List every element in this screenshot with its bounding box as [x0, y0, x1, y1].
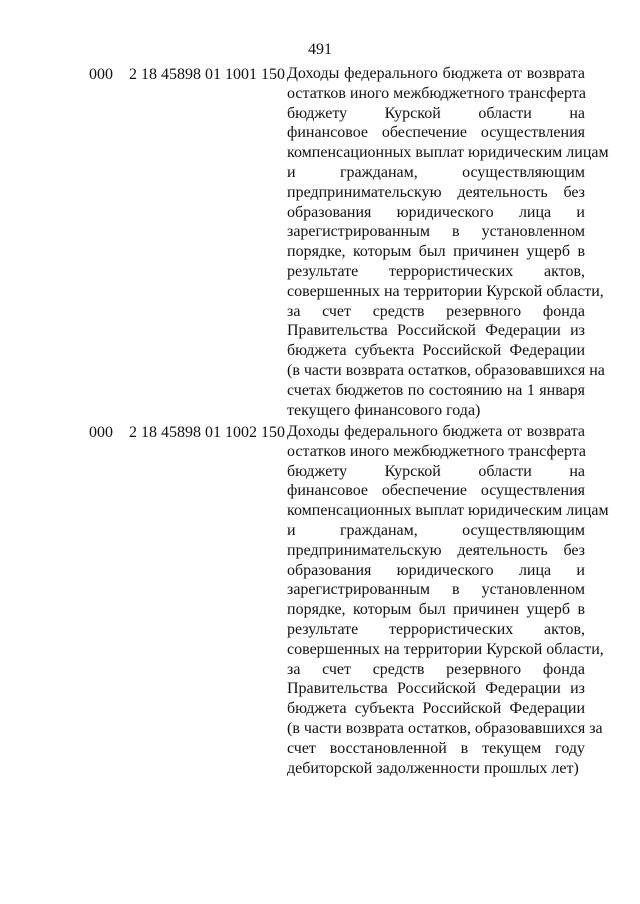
description-line: финансовое обеспечение осуществления: [287, 124, 585, 142]
description-line: за счет средств резервного фонда: [287, 660, 585, 678]
description-line: текущего финансового года): [287, 401, 481, 419]
description-line: дебиторской задолженности прошлых лет): [287, 759, 579, 777]
admin-code: 000: [89, 66, 113, 83]
description-line: результате террористических актов,: [287, 620, 585, 638]
description-line: финансовое обеспечение осуществления: [287, 482, 585, 500]
description-line: за счет средств резервного фонда: [287, 302, 585, 320]
description-line: Доходы федерального бюджета от возврата: [287, 423, 585, 440]
description-line: предпринимательскую деятельность без: [287, 541, 585, 559]
description-line: Доходы федерального бюджета от возврата: [287, 65, 585, 82]
description-line: порядке, которым был причинен ущерб в: [287, 601, 585, 619]
description-line: совершенных на территории Курской области,: [287, 640, 604, 658]
description-line: и гражданам, осуществляющим: [287, 163, 585, 181]
kbk-code: 2 18 45898 01 1001 150: [129, 66, 285, 83]
description-line: совершенных на территории Курской области,: [287, 282, 604, 300]
description-line: зарегистрированным в установленном: [287, 581, 585, 599]
kbk-code: 2 18 45898 01 1002 150: [129, 424, 285, 441]
entry-description: [287, 422, 609, 778]
description-line: зарегистрированным в установленном: [287, 223, 585, 241]
description-line: компенсационных выплат юридическим лицам: [287, 144, 609, 162]
description-line: порядке, которым был причинен ущерб в: [287, 243, 585, 261]
description-line: предпринимательскую деятельность без: [287, 183, 585, 201]
description-line: бюджета субъекта Российской Федерации: [287, 342, 585, 360]
admin-code: 000: [89, 424, 113, 441]
description-line: бюджету Курской области на: [287, 462, 585, 480]
description-line: остатков иного межбюджетного трансферта: [287, 84, 587, 102]
page-number: 491: [308, 41, 332, 58]
description-line: Правительства Российской Федерации из: [287, 322, 585, 340]
description-line: Правительства Российской Федерации из: [287, 680, 585, 698]
description-line: (в части возврата остатков, образовавшихся на: [287, 361, 605, 379]
entry-description: [287, 64, 609, 420]
description-line: результате террористических актов,: [287, 262, 585, 280]
description-line: образования юридического лица и: [287, 203, 585, 221]
description-line: бюджета субъекта Российской Федерации: [287, 700, 585, 718]
description-line: счетах бюджетов по состоянию на 1 января: [287, 381, 585, 399]
description-line: образования юридического лица и: [287, 561, 585, 579]
description-line: остатков иного межбюджетного трансферта: [287, 442, 587, 460]
description-line: счет восстановленной в текущем году: [287, 739, 585, 757]
description-line: компенсационных выплат юридическим лицам: [287, 502, 609, 520]
description-line: и гражданам, осуществляющим: [287, 521, 585, 539]
description-line: бюджету Курской области на: [287, 104, 585, 122]
description-line: (в части возврата остатков, образовавшихся за: [287, 719, 603, 737]
